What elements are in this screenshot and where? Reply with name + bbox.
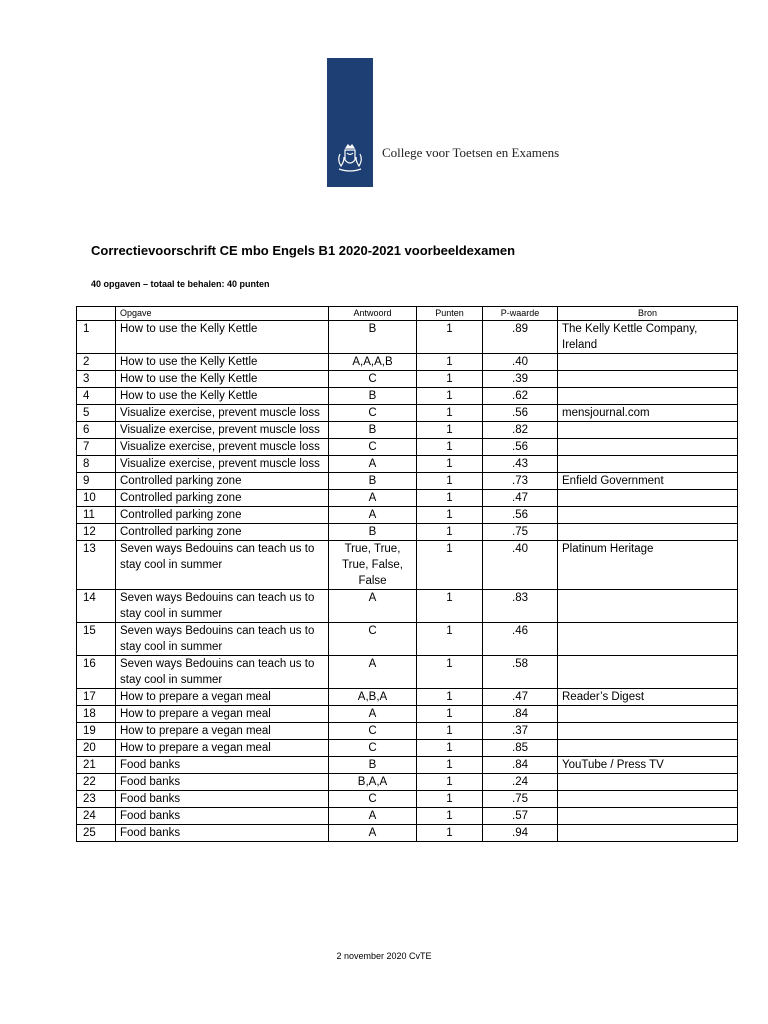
table-row	[77, 740, 738, 757]
punten-cell: 1	[417, 808, 483, 825]
antwoord-cell: B,A,A	[329, 774, 417, 791]
p-waarde-cell: .58	[483, 656, 558, 689]
punten-cell: 1	[417, 706, 483, 723]
bron-cell	[558, 524, 738, 541]
table-row	[77, 388, 738, 405]
antwoord-cell: A	[329, 825, 417, 842]
opgave-cell: Controlled parking zone	[116, 473, 329, 490]
antwoord-cell: A,A,A,B	[329, 354, 417, 371]
bron-cell	[558, 808, 738, 825]
table-row	[77, 590, 738, 623]
question-number: 19	[77, 723, 116, 740]
bron-cell	[558, 825, 738, 842]
header-bron: Bron	[558, 307, 738, 321]
table-row	[77, 371, 738, 388]
header-punten: Punten	[417, 307, 483, 321]
bron-cell: YouTube / Press TV	[558, 757, 738, 774]
question-number: 3	[77, 371, 116, 388]
p-waarde-cell: .85	[483, 740, 558, 757]
p-waarde-cell: .84	[483, 706, 558, 723]
punten-cell: 1	[417, 405, 483, 422]
antwoord-cell: B	[329, 422, 417, 439]
antwoord-cell: A	[329, 590, 417, 623]
p-waarde-cell: .89	[483, 321, 558, 354]
punten-cell: 1	[417, 439, 483, 456]
table-row	[77, 656, 738, 689]
opgave-cell: How to prepare a vegan meal	[116, 706, 329, 723]
p-waarde-cell: .73	[483, 473, 558, 490]
question-number: 13	[77, 541, 116, 590]
p-waarde-cell: .43	[483, 456, 558, 473]
antwoord-cell: C	[329, 623, 417, 656]
header-p-waarde: P-waarde	[483, 307, 558, 321]
bron-cell	[558, 623, 738, 656]
table-row	[77, 490, 738, 507]
p-waarde-cell: .57	[483, 808, 558, 825]
p-waarde-cell: .24	[483, 774, 558, 791]
opgave-cell: How to prepare a vegan meal	[116, 723, 329, 740]
punten-cell: 1	[417, 490, 483, 507]
document-title: Correctievoorschrift CE mbo Engels B1 2020-2021 voorbeeldexamen	[91, 243, 516, 258]
table-row	[77, 808, 738, 825]
question-number: 23	[77, 791, 116, 808]
antwoord-cell: A	[329, 706, 417, 723]
opgave-cell: How to use the Kelly Kettle	[116, 321, 329, 354]
opgave-cell: Visualize exercise, prevent muscle loss	[116, 422, 329, 439]
p-waarde-cell: .47	[483, 490, 558, 507]
punten-cell: 1	[417, 590, 483, 623]
table-row	[77, 541, 738, 590]
antwoord-cell: A	[329, 490, 417, 507]
bron-cell	[558, 422, 738, 439]
bron-cell	[558, 507, 738, 524]
opgave-cell: How to prepare a vegan meal	[116, 689, 329, 706]
question-number: 24	[77, 808, 116, 825]
answer-key-table	[76, 306, 738, 842]
bron-cell	[558, 774, 738, 791]
p-waarde-cell: .37	[483, 723, 558, 740]
question-number: 17	[77, 689, 116, 706]
bron-cell	[558, 439, 738, 456]
antwoord-cell: A	[329, 456, 417, 473]
table-row	[77, 405, 738, 422]
punten-cell: 1	[417, 422, 483, 439]
bron-cell	[558, 371, 738, 388]
question-number: 20	[77, 740, 116, 757]
header-number	[77, 307, 116, 321]
bron-cell	[558, 740, 738, 757]
p-waarde-cell: .84	[483, 757, 558, 774]
p-waarde-cell: .56	[483, 405, 558, 422]
question-number: 5	[77, 405, 116, 422]
opgave-cell: Food banks	[116, 825, 329, 842]
opgave-cell: Controlled parking zone	[116, 507, 329, 524]
punten-cell: 1	[417, 774, 483, 791]
punten-cell: 1	[417, 791, 483, 808]
question-number: 18	[77, 706, 116, 723]
opgave-cell: Food banks	[116, 757, 329, 774]
antwoord-cell: B	[329, 388, 417, 405]
table-row	[77, 507, 738, 524]
opgave-cell: Visualize exercise, prevent muscle loss	[116, 439, 329, 456]
antwoord-cell: B	[329, 757, 417, 774]
p-waarde-cell: .83	[483, 590, 558, 623]
question-number: 8	[77, 456, 116, 473]
p-waarde-cell: .56	[483, 439, 558, 456]
table-row	[77, 623, 738, 656]
bron-cell	[558, 706, 738, 723]
table-row	[77, 321, 738, 354]
p-waarde-cell: .75	[483, 791, 558, 808]
table-row	[77, 757, 738, 774]
antwoord-cell: A	[329, 808, 417, 825]
antwoord-cell: B	[329, 473, 417, 490]
p-waarde-cell: .94	[483, 825, 558, 842]
table-row	[77, 354, 738, 371]
bron-cell	[558, 723, 738, 740]
antwoord-cell: A,B,A	[329, 689, 417, 706]
table-row	[77, 422, 738, 439]
table-header-row	[77, 307, 738, 321]
question-number: 22	[77, 774, 116, 791]
antwoord-cell: A	[329, 656, 417, 689]
punten-cell: 1	[417, 456, 483, 473]
table-row	[77, 524, 738, 541]
p-waarde-cell: .62	[483, 388, 558, 405]
opgave-cell: Food banks	[116, 791, 329, 808]
p-waarde-cell: .39	[483, 371, 558, 388]
punten-cell: 1	[417, 321, 483, 354]
opgave-cell: Seven ways Bedouins can teach us to stay cool in summer	[116, 541, 329, 590]
question-number: 6	[77, 422, 116, 439]
p-waarde-cell: .46	[483, 623, 558, 656]
punten-cell: 1	[417, 689, 483, 706]
opgave-cell: Seven ways Bedouins can teach us to stay cool in summer	[116, 623, 329, 656]
punten-cell: 1	[417, 507, 483, 524]
p-waarde-cell: .47	[483, 689, 558, 706]
question-number: 7	[77, 439, 116, 456]
table-row	[77, 439, 738, 456]
punten-cell: 1	[417, 388, 483, 405]
organization-name: College voor Toetsen en Examens	[382, 145, 560, 160]
bron-cell	[558, 656, 738, 689]
antwoord-cell: C	[329, 740, 417, 757]
punten-cell: 1	[417, 623, 483, 656]
question-number: 10	[77, 490, 116, 507]
opgave-cell: How to use the Kelly Kettle	[116, 388, 329, 405]
header-antwoord: Antwoord	[329, 307, 417, 321]
punten-cell: 1	[417, 740, 483, 757]
opgave-cell: How to use the Kelly Kettle	[116, 371, 329, 388]
antwoord-cell: C	[329, 791, 417, 808]
table-row	[77, 791, 738, 808]
header-opgave: Opgave	[116, 307, 329, 321]
question-number: 14	[77, 590, 116, 623]
opgave-cell: Controlled parking zone	[116, 490, 329, 507]
question-number: 2	[77, 354, 116, 371]
antwoord-cell: C	[329, 371, 417, 388]
question-number: 12	[77, 524, 116, 541]
bron-cell	[558, 490, 738, 507]
bron-cell: Reader’s Digest	[558, 689, 738, 706]
p-waarde-cell: .75	[483, 524, 558, 541]
opgave-cell: Controlled parking zone	[116, 524, 329, 541]
opgave-cell: Seven ways Bedouins can teach us to stay cool in summer	[116, 590, 329, 623]
punten-cell: 1	[417, 825, 483, 842]
antwoord-cell: C	[329, 723, 417, 740]
question-number: 11	[77, 507, 116, 524]
p-waarde-cell: .82	[483, 422, 558, 439]
opgave-cell: Visualize exercise, prevent muscle loss	[116, 405, 329, 422]
bron-cell: Enfield Government	[558, 473, 738, 490]
table-row	[77, 774, 738, 791]
opgave-cell: How to use the Kelly Kettle	[116, 354, 329, 371]
table-row	[77, 825, 738, 842]
question-number: 1	[77, 321, 116, 354]
punten-cell: 1	[417, 757, 483, 774]
table-row	[77, 689, 738, 706]
royal-crest-icon	[333, 142, 367, 176]
question-number: 21	[77, 757, 116, 774]
question-number: 15	[77, 623, 116, 656]
bron-cell: The Kelly Kettle Company, Ireland	[558, 321, 738, 354]
antwoord-cell: C	[329, 439, 417, 456]
opgave-cell: Food banks	[116, 808, 329, 825]
question-number: 25	[77, 825, 116, 842]
punten-cell: 1	[417, 656, 483, 689]
antwoord-cell: A	[329, 507, 417, 524]
table-row	[77, 723, 738, 740]
p-waarde-cell: .40	[483, 541, 558, 590]
antwoord-cell: C	[329, 405, 417, 422]
p-waarde-cell: .56	[483, 507, 558, 524]
question-number: 9	[77, 473, 116, 490]
bron-cell: mensjournal.com	[558, 405, 738, 422]
p-waarde-cell: .40	[483, 354, 558, 371]
question-number: 4	[77, 388, 116, 405]
bron-cell	[558, 388, 738, 405]
opgave-cell: Visualize exercise, prevent muscle loss	[116, 456, 329, 473]
punten-cell: 1	[417, 524, 483, 541]
bron-cell	[558, 791, 738, 808]
bron-cell	[558, 590, 738, 623]
punten-cell: 1	[417, 371, 483, 388]
antwoord-cell: B	[329, 524, 417, 541]
table-row	[77, 473, 738, 490]
page-footer: 2 november 2020 CvTE	[336, 951, 432, 961]
document-subtitle: 40 opgaven – totaal te behalen: 40 punten	[91, 279, 270, 289]
bron-cell	[558, 456, 738, 473]
bron-cell	[558, 354, 738, 371]
opgave-cell: Seven ways Bedouins can teach us to stay cool in summer	[116, 656, 329, 689]
opgave-cell: Food banks	[116, 774, 329, 791]
punten-cell: 1	[417, 541, 483, 590]
punten-cell: 1	[417, 473, 483, 490]
antwoord-cell: True, True, True, False, False	[329, 541, 417, 590]
question-number: 16	[77, 656, 116, 689]
antwoord-cell: B	[329, 321, 417, 354]
table-row	[77, 456, 738, 473]
punten-cell: 1	[417, 354, 483, 371]
opgave-cell: How to prepare a vegan meal	[116, 740, 329, 757]
table-row	[77, 706, 738, 723]
bron-cell: Platinum Heritage	[558, 541, 738, 590]
punten-cell: 1	[417, 723, 483, 740]
